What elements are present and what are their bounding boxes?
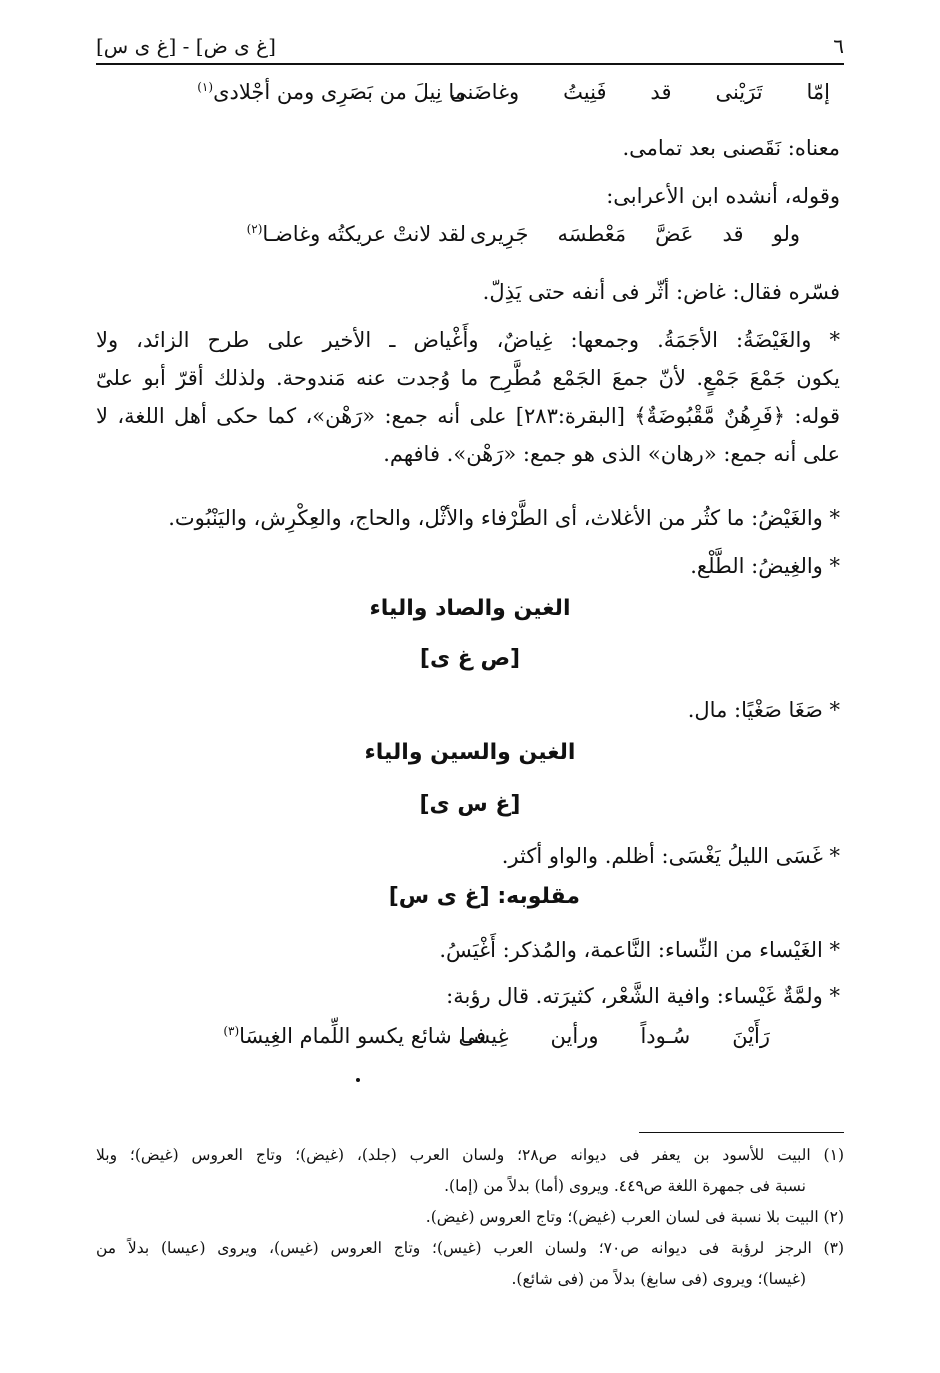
entry-ghid-text: * والغِيضُ: الطَّلْع. xyxy=(690,554,840,578)
footnote-ref-3: (٣) xyxy=(223,1024,240,1038)
root-heading-1: [ص غ ى] xyxy=(419,646,521,671)
footnote-rule xyxy=(639,1132,844,1133)
verse-3-sadr: رَأَيْنَ سُـوداً ورأين غِيسـا xyxy=(460,1024,770,1048)
page-header xyxy=(96,30,844,62)
footnote-ref-1: (١) xyxy=(197,80,214,94)
verse-2-ajuz: لقد لانتْ عريكتُه وغاضـا$^{(٢)}$ xyxy=(246,222,466,246)
footnote-line: (٢) البيت بلا نسبة فى لسان العرب (غيض)؛ وتاج العروس (غيض). xyxy=(425,1208,844,1226)
verse-1-sadr: إمّا تَرَيْنى قد فَنِيتُ وغاضَنى xyxy=(450,80,830,104)
section-heading-2: الغين والسين والياء xyxy=(364,740,576,765)
verse-1-ajuz: ما نِيلَ من بَصَرِى ومن أجْلادى$^{(١)}$ xyxy=(197,80,466,104)
verse-1 xyxy=(96,80,830,120)
gloss-1-text: معناه: نَقَصنى بعد تمامى. xyxy=(622,136,840,160)
verse-3 xyxy=(96,1024,830,1064)
ink-dot xyxy=(356,1078,360,1082)
footnotes xyxy=(96,1140,844,1295)
footnote-line: (١) البيت للأسود بن يعفر فى ديوانه ص٢٨؛ ولسان العرب (جلد)، (غيض)؛ وتاج العروس (غيض)؛ وبلا xyxy=(96,1146,844,1164)
footnote-line: (٣) الرجز لرؤبة فى ديوانه ص٧٠؛ ولسان العرب (غيس)؛ وتاج العروس (غيس)، ويروى (عيسا) بدلاً من xyxy=(96,1239,844,1257)
entry-line: * والغَيْضَةُ: الأجَمَةُ. وجمعها: غِياضٌ، وأَغْياض ـ الأخير على طرح الزائد، ولا xyxy=(96,328,840,352)
entry-lamma-text: * ولمَّةٌ غَيْساء: وافية الشَّعْر، كثيرَته. قال رؤبة: xyxy=(446,984,840,1008)
verse-2 xyxy=(96,222,830,262)
entry-ghasa-text: * غَسَى الليلُ يَغْسَى: أظلم. والواو أكثر. xyxy=(501,844,840,868)
maqlub-heading: مقلوبه: [غ ى س] xyxy=(388,884,580,909)
footnote-2 xyxy=(96,1202,844,1233)
entry-line: قوله: ﴿فَرِهُنٌ مَّقْبُوضَةٌ﴾ [البقرة:٢٨٣] على أنه جمع: «رَهْن»، كما حكى أهل اللغة، لا xyxy=(96,404,840,428)
footnote-ref-2: (٢) xyxy=(246,222,263,236)
entry-line: يكون جَمْعَ جَمْعٍ. لأنّ جمعَ الجَمْع مُطَّرِح ما وُجدت عنه مَندوحة. ولذلك أقرّ أبو علىّ xyxy=(96,366,840,390)
page-number: ٦ xyxy=(833,34,844,58)
footnote-3 xyxy=(96,1233,844,1295)
section-heading-1: الغين والصاد والياء xyxy=(369,596,571,621)
footnote-line: نسبة فى جمهرة اللغة ص٤٤٩. ويروى (أما) بدلاً من (إما). xyxy=(444,1177,806,1195)
running-head: [غ ى ض] - [غ ى س] xyxy=(96,34,276,58)
footnote-line: (غيسا)؛ ويروى (فى سابغ) بدلاً من (فى شائع). xyxy=(511,1270,806,1288)
entry-sagha-text: * صَغَا صَغْيًا: مال. xyxy=(687,698,840,722)
footnote-1 xyxy=(96,1140,844,1202)
intro-line-text: وقوله، أنشده ابن الأعرابى: xyxy=(606,184,840,208)
gloss-2-text: فسّره فقال: غاض: أثّر فى أنفه حتى يَذِلّ. xyxy=(482,280,840,304)
verse-3-ajuz: فى شائع يكسو اللِّمام الغِيسَا$^{(٣)}$ xyxy=(223,1024,486,1048)
verse-2-sadr: ولو قد عَضَّ مَعْطسَه جَرِيرى xyxy=(470,222,800,246)
entry-ghayd-text: * والغَيْضُ: ما كثُر من الأغلاث، أى الطَّرْفاء والأثْل، والحاج، والعِكْرِش، واليَنْبُوت. xyxy=(168,506,840,530)
header-rule xyxy=(96,63,844,65)
root-heading-2: [غ س ى] xyxy=(419,792,521,817)
entry-ghaysa-text: * الغَيْساء من النِّساء: النَّاعمة، والمُذكر: أَغْيَسُ. xyxy=(439,938,840,962)
entry-line: على أنه جمع: «رهان» الذى هو جمع: «رَهْن». فافهم. xyxy=(383,442,840,466)
